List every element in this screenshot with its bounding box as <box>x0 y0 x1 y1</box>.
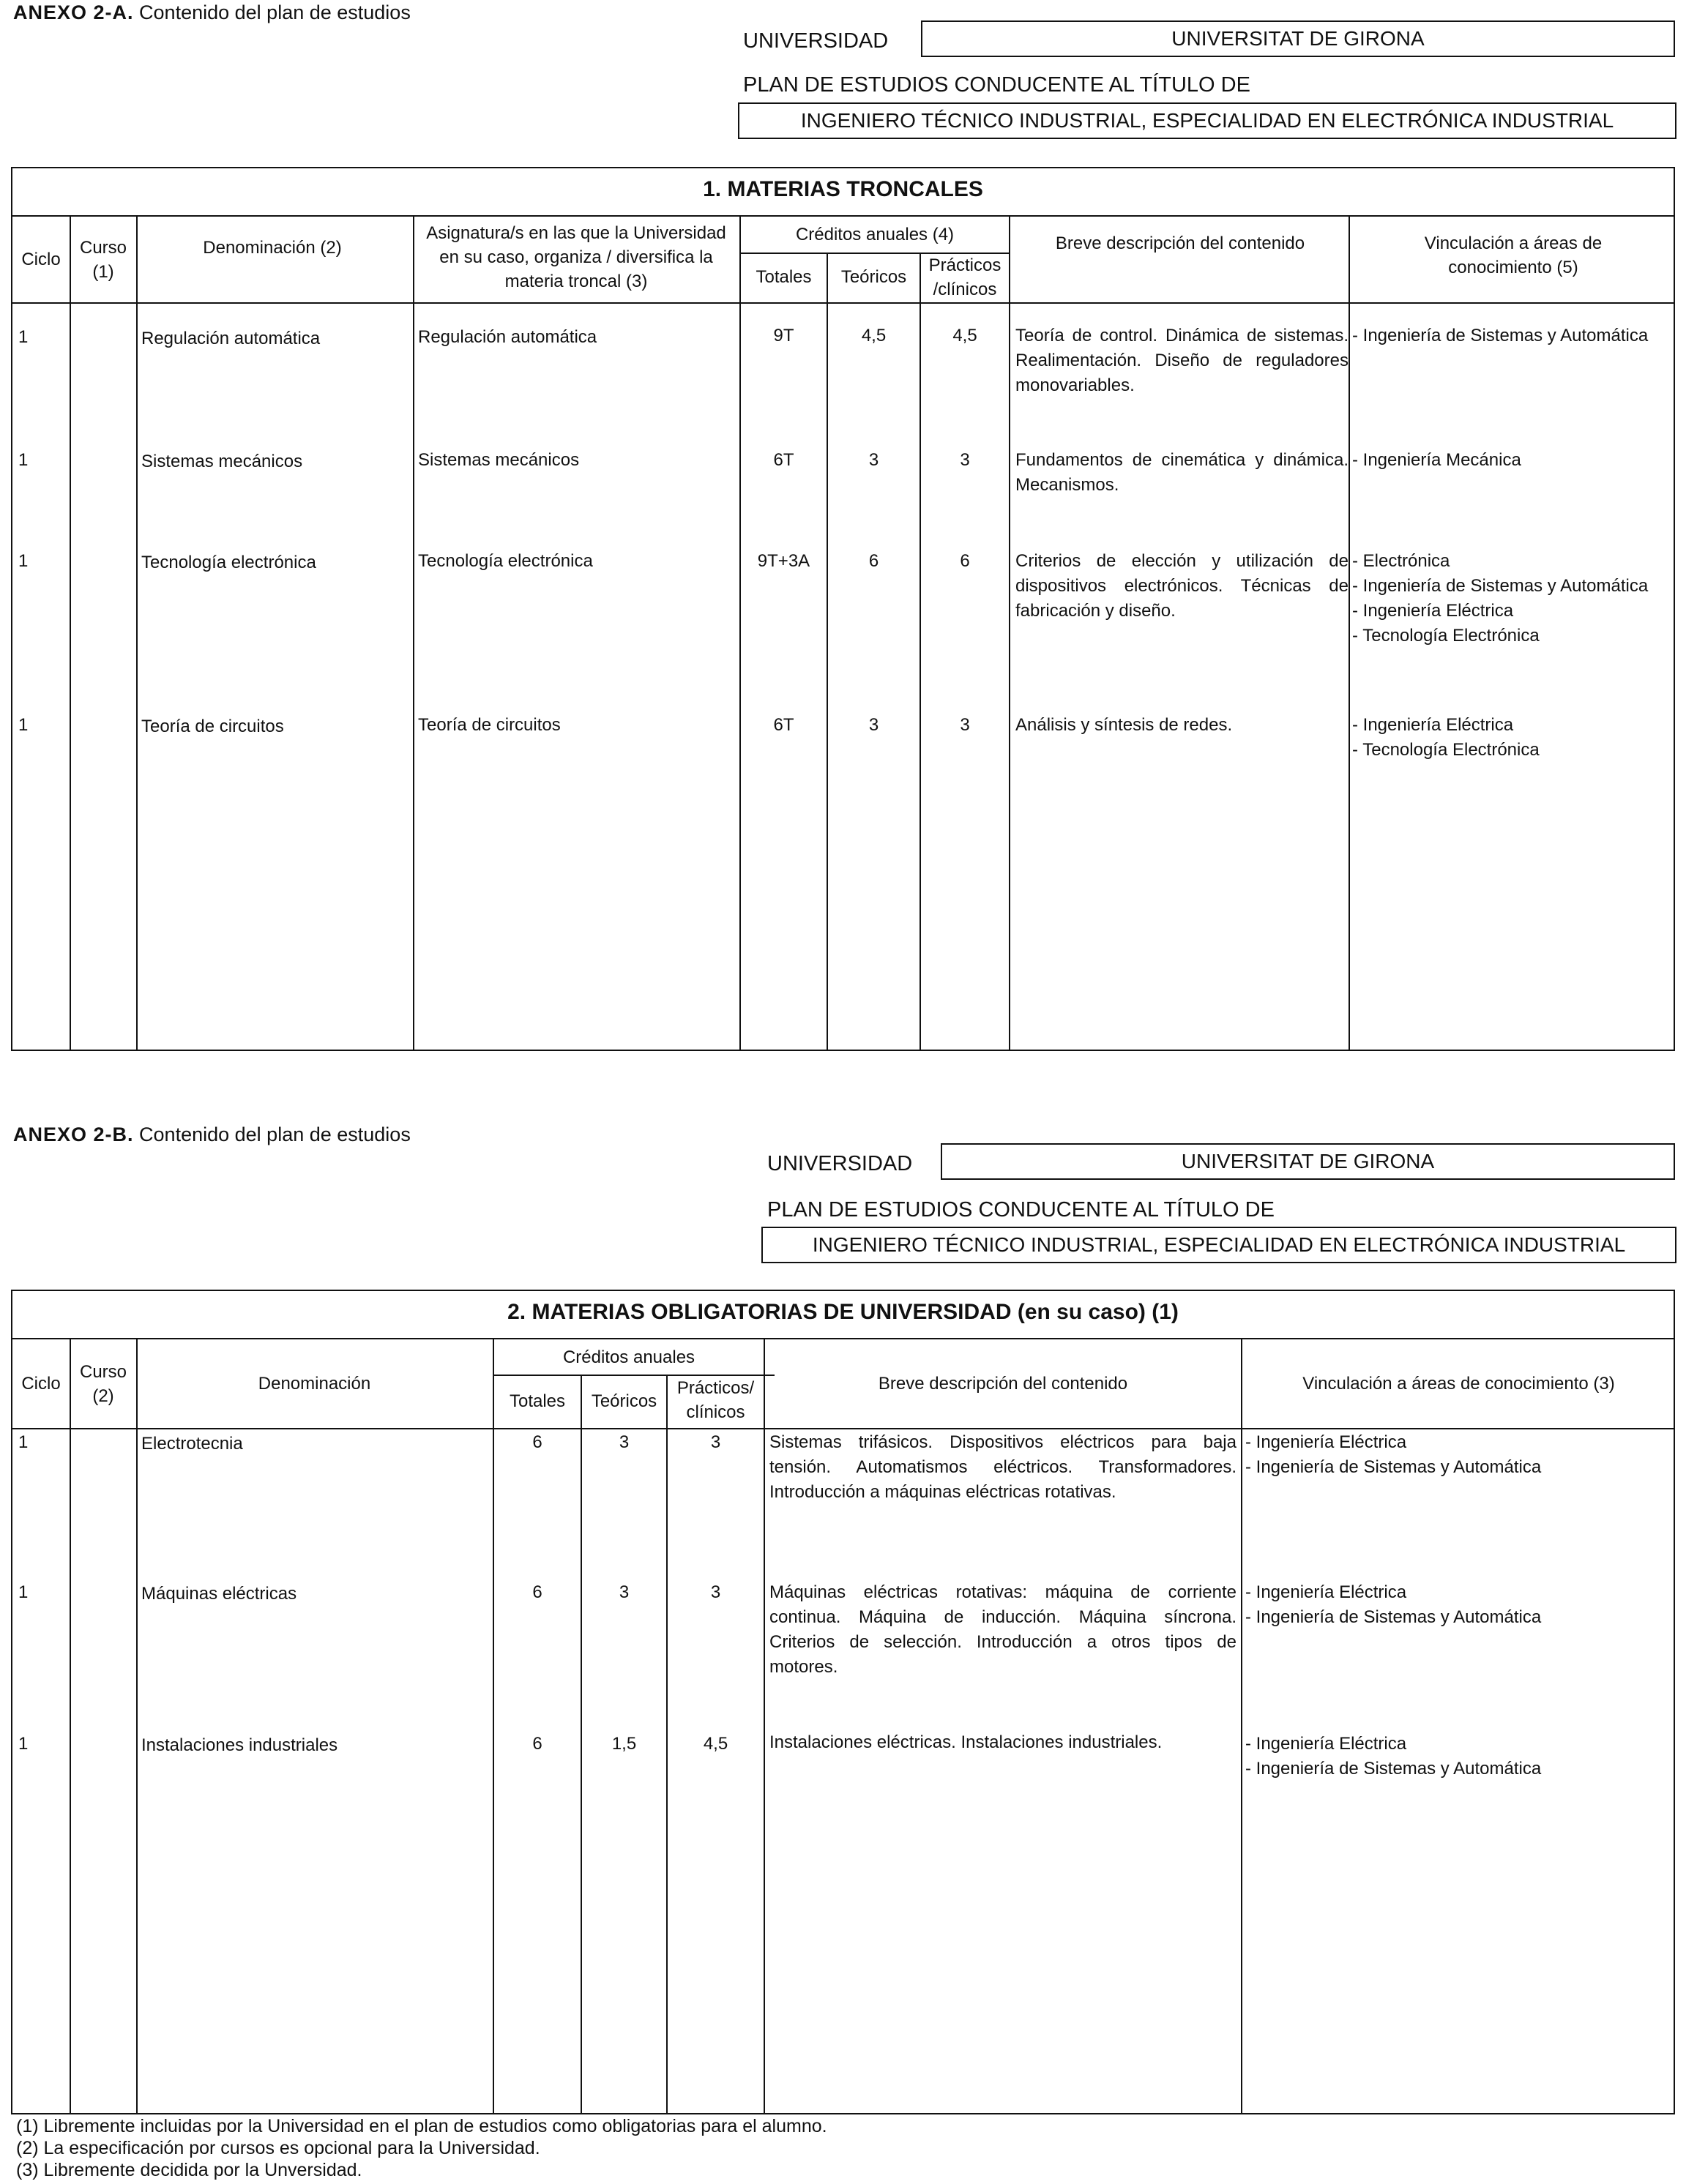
anexo-b-title: Contenido del plan de estudios <box>139 1123 411 1145</box>
header-ciclo: Ciclo <box>21 1374 61 1394</box>
cell-practicos: 3 <box>710 1582 721 1602</box>
header-descripcion: Breve descripción del contenido <box>1055 233 1305 253</box>
vinculacion-item: - Ingeniería de Sistemas y Automática <box>1352 576 1649 596</box>
cell-vinculacion <box>1245 1580 1670 1630</box>
anexo-a-label: ANEXO 2-A. <box>13 1 134 23</box>
vinculacion-item: - Ingeniería Eléctrica <box>1245 1582 1407 1602</box>
cell-totales: 6 <box>532 1582 542 1602</box>
cell-ciclo: 1 <box>18 1432 29 1452</box>
universidad-box-b: UNIVERSITAT DE GIRONA <box>941 1143 1675 1180</box>
cell-asignatura: Teoría de circuitos <box>418 715 561 735</box>
cell-denominacion: Sistemas mecánicos <box>141 452 303 471</box>
cell-totales: 6T <box>773 715 794 735</box>
header-denominacion: Denominación (2) <box>203 238 342 258</box>
cell-denominacion: Teoría de circuitos <box>141 717 284 736</box>
header-practicos: Prácticos /clínicos <box>928 255 1001 299</box>
header-curso: Curso (2) <box>79 1362 127 1406</box>
cell-totales: 9T+3A <box>757 551 810 571</box>
anexo-b-heading <box>13 1123 411 1146</box>
cell-asignatura: Regulación automática <box>418 327 597 347</box>
cell-teoricos: 4,5 <box>861 326 887 345</box>
footnote: (3) Libremente decidida por la Unversidad. <box>16 2160 362 2180</box>
cell-totales: 9T <box>773 326 794 345</box>
cell-denominacion: Máquinas eléctricas <box>141 1584 297 1604</box>
cell-ciclo: 1 <box>18 1582 29 1602</box>
cell-descripcion: Criterios de elección y utilización de dispositivos electrónicos. Técnicas de fabricación y diseño. <box>1015 551 1349 621</box>
cell-ciclo: 1 <box>18 1734 29 1754</box>
footnote: (1) Libremente incluidas por la Universidad en el plan de estudios como obligatorias para el alumno. <box>16 2116 827 2136</box>
cell-totales: 6T <box>773 450 794 470</box>
header-totales: Totales <box>756 267 812 287</box>
vinculacion-item: - Ingeniería de Sistemas y Automática <box>1245 1759 1542 1779</box>
header-teoricos: Teóricos <box>840 267 907 287</box>
header-denominacion: Denominación <box>258 1374 371 1394</box>
cell-descripcion: Instalaciones eléctricas. Instalaciones industriales. <box>769 1732 1163 1752</box>
table-title: 1. MATERIAS TRONCALES <box>703 177 983 201</box>
cell-denominacion: Regulación automática <box>141 329 321 348</box>
vinculacion-item: - Ingeniería de Sistemas y Automática <box>1245 1607 1542 1627</box>
vinculacion-item: - Ingeniería Eléctrica <box>1245 1432 1407 1452</box>
cell-descripcion: Análisis y síntesis de redes. <box>1015 715 1233 735</box>
cell-ciclo: 1 <box>18 327 29 347</box>
header-vinculacion: Vinculación a áreas de conocimiento (5) <box>1424 233 1603 277</box>
footnote: (2) La especificación por cursos es opcional para la Universidad. <box>16 2138 540 2158</box>
cell-vinculacion <box>1352 448 1667 473</box>
cell-practicos: 6 <box>960 551 970 571</box>
header-practicos: Prácticos/ clínicos <box>676 1378 755 1422</box>
header-curso: Curso (1) <box>79 238 127 282</box>
cell-teoricos: 3 <box>619 1582 630 1602</box>
cell-vinculacion <box>1245 1430 1670 1480</box>
vinculacion-item: - Ingeniería Eléctrica <box>1245 1734 1407 1754</box>
table-title-b: 2. MATERIAS OBLIGATORIAS DE UNIVERSIDAD (en su caso) (1) <box>507 1300 1179 1324</box>
vinculacion-item: - Ingeniería Mecánica <box>1352 450 1521 470</box>
header-descripcion: Breve descripción del contenido <box>878 1374 1128 1394</box>
anexo-a-title: Contenido del plan de estudios <box>139 1 411 23</box>
vinculacion-item: - Electrónica <box>1352 551 1450 571</box>
universidad-label-b: UNIVERSIDAD <box>767 1152 913 1175</box>
cell-practicos: 4,5 <box>952 326 977 345</box>
anexo-a-heading <box>13 1 411 24</box>
cell-ciclo: 1 <box>18 551 29 571</box>
titulo-box: INGENIERO TÉCNICO INDUSTRIAL, ESPECIALIDAD EN ELECTRÓNICA INDUSTRIAL <box>738 102 1676 139</box>
header-vinculacion: Vinculación a áreas de conocimiento (3) <box>1302 1374 1615 1394</box>
cell-totales: 6 <box>532 1432 542 1452</box>
cell-denominacion: Instalaciones industriales <box>141 1735 338 1755</box>
vinculacion-item: - Ingeniería Eléctrica <box>1352 715 1514 735</box>
header-creditos: Créditos anuales (4) <box>795 225 955 244</box>
vinculacion-item: - Ingeniería de Sistemas y Automática <box>1245 1457 1542 1477</box>
universidad-label: UNIVERSIDAD <box>743 29 889 53</box>
cell-descripcion: Sistemas trifásicos. Dispositivos eléctricos para baja tensión. Automatismos eléctricos. Transformadores. Introducción a máquinas eléctricas rotativas. <box>769 1432 1236 1502</box>
cell-teoricos: 3 <box>868 715 879 735</box>
cell-practicos: 3 <box>960 715 970 735</box>
vinculacion-item: - Ingeniería de Sistemas y Automática <box>1352 326 1649 345</box>
cell-totales: 6 <box>532 1734 542 1754</box>
cell-teoricos: 1,5 <box>611 1734 637 1754</box>
troncales-table <box>11 167 1675 1051</box>
header-creditos: Créditos anuales <box>562 1347 695 1367</box>
cell-practicos: 4,5 <box>703 1734 728 1754</box>
cell-vinculacion <box>1352 549 1667 648</box>
cell-ciclo: 1 <box>18 715 29 735</box>
cell-descripcion: Teoría de control. Dinámica de sistemas. Realimentación. Diseño de reguladores monovariables. <box>1015 326 1349 395</box>
cell-denominacion: Electrotecnia <box>141 1434 243 1454</box>
footnotes <box>16 2115 827 2181</box>
cell-teoricos: 3 <box>868 450 879 470</box>
header-ciclo: Ciclo <box>21 250 61 269</box>
cell-practicos: 3 <box>710 1432 721 1452</box>
plan-label-b: PLAN DE ESTUDIOS CONDUCENTE AL TÍTULO DE <box>767 1198 1275 1222</box>
plan-label: PLAN DE ESTUDIOS CONDUCENTE AL TÍTULO DE <box>743 73 1250 97</box>
titulo-box-b: INGENIERO TÉCNICO INDUSTRIAL, ESPECIALIDAD EN ELECTRÓNICA INDUSTRIAL <box>761 1227 1676 1263</box>
obligatorias-table <box>11 1290 1675 2114</box>
cell-denominacion: Tecnología electrónica <box>141 553 316 572</box>
cell-asignatura: Tecnología electrónica <box>418 551 593 571</box>
vinculacion-item: - Ingeniería Eléctrica <box>1352 601 1514 621</box>
anexo-b-label: ANEXO 2-B. <box>13 1123 134 1145</box>
cell-vinculacion <box>1352 324 1667 348</box>
cell-practicos: 3 <box>960 450 970 470</box>
cell-descripcion: Fundamentos de cinemática y dinámica. Mecanismos. <box>1015 450 1349 495</box>
cell-asignatura: Sistemas mecánicos <box>418 450 580 470</box>
cell-descripcion: Máquinas eléctricas rotativas: máquina de corriente continua. Máquina de inducción. Máquina síncrona. Criterios de selección. Introducción a otros tipos de motores. <box>769 1582 1236 1677</box>
vinculacion-item: - Tecnología Electrónica <box>1352 626 1540 646</box>
cell-vinculacion <box>1352 713 1667 763</box>
universidad-box: UNIVERSITAT DE GIRONA <box>921 20 1675 57</box>
cell-teoricos: 6 <box>868 551 879 571</box>
vinculacion-item: - Tecnología Electrónica <box>1352 740 1540 760</box>
header-asignatura: Asignatura/s en las que la Universidad en su caso, organiza / diversifica la materia troncal (3) <box>426 223 726 291</box>
cell-ciclo: 1 <box>18 450 29 470</box>
header-totales: Totales <box>509 1391 566 1411</box>
cell-teoricos: 3 <box>619 1432 630 1452</box>
cell-vinculacion <box>1245 1732 1670 1781</box>
header-teoricos: Teóricos <box>591 1391 657 1411</box>
